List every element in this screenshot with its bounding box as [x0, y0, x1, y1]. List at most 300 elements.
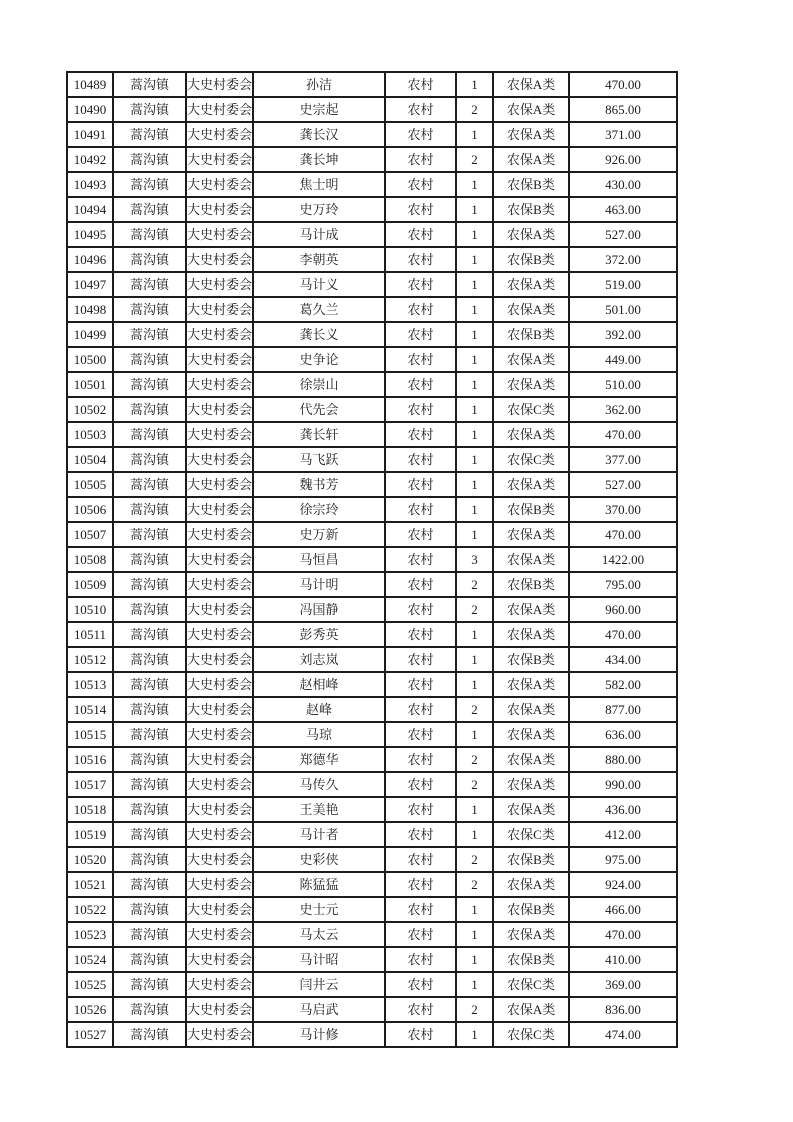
- cell-person-name: 史士元: [253, 897, 385, 922]
- cell-town: 蒿沟镇: [113, 347, 186, 372]
- cell-person-name: 马计者: [253, 822, 385, 847]
- cell-town: 蒿沟镇: [113, 747, 186, 772]
- cell-insurance-category: 农保A类: [493, 122, 569, 147]
- cell-record-id: 10509: [67, 572, 113, 597]
- table-row: [67, 572, 677, 597]
- cell-village-committee: 大史村委会: [186, 222, 253, 247]
- cell-record-id: 10515: [67, 722, 113, 747]
- cell-person-count: 1: [456, 272, 493, 297]
- cell-person-name: 史宗起: [253, 97, 385, 122]
- cell-person-count: 2: [456, 572, 493, 597]
- cell-residence-type: 农村: [385, 847, 456, 872]
- cell-person-name: 马传久: [253, 772, 385, 797]
- cell-insurance-category: 农保A类: [493, 147, 569, 172]
- cell-amount: 466.00: [569, 897, 677, 922]
- cell-insurance-category: 农保B类: [493, 572, 569, 597]
- cell-town: 蒿沟镇: [113, 547, 186, 572]
- cell-residence-type: 农村: [385, 797, 456, 822]
- cell-residence-type: 农村: [385, 822, 456, 847]
- cell-insurance-category: 农保C类: [493, 397, 569, 422]
- cell-record-id: 10490: [67, 97, 113, 122]
- table-row: [67, 372, 677, 397]
- cell-person-name: 马计明: [253, 572, 385, 597]
- cell-person-count: 3: [456, 547, 493, 572]
- cell-amount: 990.00: [569, 772, 677, 797]
- cell-residence-type: 农村: [385, 422, 456, 447]
- cell-amount: 795.00: [569, 572, 677, 597]
- cell-record-id: 10516: [67, 747, 113, 772]
- cell-village-committee: 大史村委会: [186, 922, 253, 947]
- cell-record-id: 10507: [67, 522, 113, 547]
- cell-person-name: 赵峰: [253, 697, 385, 722]
- cell-person-count: 1: [456, 522, 493, 547]
- cell-amount: 412.00: [569, 822, 677, 847]
- cell-village-committee: 大史村委会: [186, 897, 253, 922]
- cell-village-committee: 大史村委会: [186, 747, 253, 772]
- table-row: [67, 872, 677, 897]
- cell-town: 蒿沟镇: [113, 372, 186, 397]
- cell-residence-type: 农村: [385, 597, 456, 622]
- cell-amount: 372.00: [569, 247, 677, 272]
- cell-person-count: 1: [456, 922, 493, 947]
- cell-amount: 926.00: [569, 147, 677, 172]
- cell-person-count: 1: [456, 322, 493, 347]
- cell-town: 蒿沟镇: [113, 222, 186, 247]
- cell-person-count: 1: [456, 72, 493, 97]
- cell-residence-type: 农村: [385, 947, 456, 972]
- cell-town: 蒿沟镇: [113, 647, 186, 672]
- cell-person-name: 龚长汉: [253, 122, 385, 147]
- cell-residence-type: 农村: [385, 447, 456, 472]
- cell-town: 蒿沟镇: [113, 97, 186, 122]
- table-row: [67, 647, 677, 672]
- cell-amount: 470.00: [569, 72, 677, 97]
- cell-person-count: 1: [456, 622, 493, 647]
- cell-village-committee: 大史村委会: [186, 722, 253, 747]
- cell-village-committee: 大史村委会: [186, 197, 253, 222]
- cell-record-id: 10508: [67, 547, 113, 572]
- cell-person-count: 2: [456, 872, 493, 897]
- cell-amount: 527.00: [569, 472, 677, 497]
- cell-amount: 430.00: [569, 172, 677, 197]
- cell-record-id: 10518: [67, 797, 113, 822]
- cell-village-committee: 大史村委会: [186, 497, 253, 522]
- cell-amount: 510.00: [569, 372, 677, 397]
- table-row: [67, 497, 677, 522]
- cell-village-committee: 大史村委会: [186, 247, 253, 272]
- cell-village-committee: 大史村委会: [186, 322, 253, 347]
- cell-insurance-category: 农保A类: [493, 622, 569, 647]
- cell-village-committee: 大史村委会: [186, 372, 253, 397]
- cell-record-id: 10497: [67, 272, 113, 297]
- cell-person-name: 徐宗玲: [253, 497, 385, 522]
- cell-town: 蒿沟镇: [113, 622, 186, 647]
- cell-residence-type: 农村: [385, 547, 456, 572]
- cell-insurance-category: 农保A类: [493, 372, 569, 397]
- cell-residence-type: 农村: [385, 247, 456, 272]
- cell-record-id: 10526: [67, 997, 113, 1022]
- cell-insurance-category: 农保A类: [493, 72, 569, 97]
- cell-record-id: 10519: [67, 822, 113, 847]
- cell-town: 蒿沟镇: [113, 297, 186, 322]
- cell-town: 蒿沟镇: [113, 847, 186, 872]
- cell-amount: 519.00: [569, 272, 677, 297]
- table-row: [67, 1022, 677, 1047]
- cell-record-id: 10495: [67, 222, 113, 247]
- cell-person-name: 龚长轩: [253, 422, 385, 447]
- cell-town: 蒿沟镇: [113, 672, 186, 697]
- cell-record-id: 10502: [67, 397, 113, 422]
- cell-person-count: 2: [456, 597, 493, 622]
- cell-residence-type: 农村: [385, 222, 456, 247]
- table-row: [67, 722, 677, 747]
- cell-town: 蒿沟镇: [113, 797, 186, 822]
- cell-residence-type: 农村: [385, 72, 456, 97]
- cell-amount: 527.00: [569, 222, 677, 247]
- table-row: [67, 272, 677, 297]
- table-row: [67, 297, 677, 322]
- cell-village-committee: 大史村委会: [186, 872, 253, 897]
- cell-amount: 470.00: [569, 522, 677, 547]
- cell-town: 蒿沟镇: [113, 472, 186, 497]
- cell-town: 蒿沟镇: [113, 122, 186, 147]
- benefit-records-table: [66, 71, 678, 1048]
- cell-insurance-category: 农保B类: [493, 897, 569, 922]
- cell-amount: 582.00: [569, 672, 677, 697]
- cell-residence-type: 农村: [385, 522, 456, 547]
- cell-person-count: 1: [456, 197, 493, 222]
- cell-record-id: 10500: [67, 347, 113, 372]
- cell-village-committee: 大史村委会: [186, 822, 253, 847]
- cell-town: 蒿沟镇: [113, 522, 186, 547]
- cell-town: 蒿沟镇: [113, 947, 186, 972]
- cell-residence-type: 农村: [385, 972, 456, 997]
- cell-village-committee: 大史村委会: [186, 972, 253, 997]
- cell-person-name: 陈猛猛: [253, 872, 385, 897]
- cell-village-committee: 大史村委会: [186, 597, 253, 622]
- cell-person-count: 1: [456, 822, 493, 847]
- table-row: [67, 447, 677, 472]
- table-row: [67, 397, 677, 422]
- cell-person-count: 1: [456, 447, 493, 472]
- cell-insurance-category: 农保C类: [493, 447, 569, 472]
- cell-amount: 434.00: [569, 647, 677, 672]
- cell-person-count: 2: [456, 97, 493, 122]
- cell-town: 蒿沟镇: [113, 497, 186, 522]
- cell-town: 蒿沟镇: [113, 822, 186, 847]
- cell-insurance-category: 农保A类: [493, 297, 569, 322]
- cell-insurance-category: 农保B类: [493, 247, 569, 272]
- cell-person-count: 1: [456, 1022, 493, 1047]
- cell-residence-type: 农村: [385, 872, 456, 897]
- cell-person-count: 1: [456, 397, 493, 422]
- cell-record-id: 10498: [67, 297, 113, 322]
- cell-record-id: 10521: [67, 872, 113, 897]
- cell-person-count: 2: [456, 847, 493, 872]
- cell-town: 蒿沟镇: [113, 597, 186, 622]
- cell-amount: 449.00: [569, 347, 677, 372]
- cell-town: 蒿沟镇: [113, 447, 186, 472]
- cell-person-name: 史万新: [253, 522, 385, 547]
- cell-person-name: 马太云: [253, 922, 385, 947]
- cell-village-committee: 大史村委会: [186, 272, 253, 297]
- cell-person-name: 马计昭: [253, 947, 385, 972]
- cell-insurance-category: 农保A类: [493, 872, 569, 897]
- cell-record-id: 10512: [67, 647, 113, 672]
- cell-amount: 392.00: [569, 322, 677, 347]
- cell-person-count: 1: [456, 947, 493, 972]
- cell-town: 蒿沟镇: [113, 972, 186, 997]
- cell-residence-type: 农村: [385, 1022, 456, 1047]
- cell-town: 蒿沟镇: [113, 722, 186, 747]
- cell-person-name: 马计义: [253, 272, 385, 297]
- cell-record-id: 10492: [67, 147, 113, 172]
- cell-town: 蒿沟镇: [113, 272, 186, 297]
- cell-village-committee: 大史村委会: [186, 647, 253, 672]
- cell-person-count: 1: [456, 372, 493, 397]
- cell-person-name: 郑德华: [253, 747, 385, 772]
- cell-village-committee: 大史村委会: [186, 472, 253, 497]
- table-row: [67, 122, 677, 147]
- cell-village-committee: 大史村委会: [186, 347, 253, 372]
- cell-record-id: 10523: [67, 922, 113, 947]
- cell-person-name: 孙洁: [253, 72, 385, 97]
- table-row: [67, 522, 677, 547]
- cell-person-name: 徐崇山: [253, 372, 385, 397]
- cell-record-id: 10513: [67, 672, 113, 697]
- cell-person-name: 马琼: [253, 722, 385, 747]
- cell-town: 蒿沟镇: [113, 872, 186, 897]
- cell-person-name: 赵相峰: [253, 672, 385, 697]
- cell-town: 蒿沟镇: [113, 572, 186, 597]
- cell-person-name: 史争论: [253, 347, 385, 372]
- table-row: [67, 972, 677, 997]
- cell-person-name: 马恒昌: [253, 547, 385, 572]
- cell-record-id: 10522: [67, 897, 113, 922]
- cell-amount: 880.00: [569, 747, 677, 772]
- cell-village-committee: 大史村委会: [186, 622, 253, 647]
- cell-village-committee: 大史村委会: [186, 97, 253, 122]
- cell-amount: 975.00: [569, 847, 677, 872]
- cell-person-name: 龚长义: [253, 322, 385, 347]
- table-row: [67, 922, 677, 947]
- cell-person-name: 李朝英: [253, 247, 385, 272]
- cell-town: 蒿沟镇: [113, 397, 186, 422]
- cell-village-committee: 大史村委会: [186, 997, 253, 1022]
- cell-village-committee: 大史村委会: [186, 447, 253, 472]
- cell-record-id: 10527: [67, 1022, 113, 1047]
- cell-insurance-category: 农保A类: [493, 922, 569, 947]
- cell-village-committee: 大史村委会: [186, 672, 253, 697]
- cell-amount: 470.00: [569, 622, 677, 647]
- table-row: [67, 322, 677, 347]
- table-row: [67, 147, 677, 172]
- cell-insurance-category: 农保B类: [493, 497, 569, 522]
- table-row: [67, 422, 677, 447]
- cell-town: 蒿沟镇: [113, 147, 186, 172]
- cell-person-name: 焦士明: [253, 172, 385, 197]
- cell-amount: 865.00: [569, 97, 677, 122]
- cell-amount: 370.00: [569, 497, 677, 522]
- cell-person-name: 闫井云: [253, 972, 385, 997]
- table-row: [67, 72, 677, 97]
- cell-record-id: 10506: [67, 497, 113, 522]
- table-row: [67, 772, 677, 797]
- cell-amount: 877.00: [569, 697, 677, 722]
- cell-person-name: 彭秀英: [253, 622, 385, 647]
- cell-record-id: 10494: [67, 197, 113, 222]
- cell-record-id: 10496: [67, 247, 113, 272]
- cell-record-id: 10514: [67, 697, 113, 722]
- cell-residence-type: 农村: [385, 672, 456, 697]
- cell-person-count: 2: [456, 697, 493, 722]
- cell-residence-type: 农村: [385, 922, 456, 947]
- cell-record-id: 10501: [67, 372, 113, 397]
- cell-residence-type: 农村: [385, 572, 456, 597]
- table-row: [67, 222, 677, 247]
- cell-insurance-category: 农保A类: [493, 672, 569, 697]
- cell-town: 蒿沟镇: [113, 322, 186, 347]
- cell-insurance-category: 农保A类: [493, 522, 569, 547]
- cell-village-committee: 大史村委会: [186, 172, 253, 197]
- cell-town: 蒿沟镇: [113, 72, 186, 97]
- cell-residence-type: 农村: [385, 397, 456, 422]
- cell-person-name: 史万玲: [253, 197, 385, 222]
- cell-person-count: 1: [456, 247, 493, 272]
- cell-town: 蒿沟镇: [113, 172, 186, 197]
- cell-insurance-category: 农保C类: [493, 972, 569, 997]
- cell-record-id: 10517: [67, 772, 113, 797]
- cell-town: 蒿沟镇: [113, 697, 186, 722]
- table-row: [67, 822, 677, 847]
- cell-person-name: 冯国静: [253, 597, 385, 622]
- cell-record-id: 10511: [67, 622, 113, 647]
- cell-record-id: 10499: [67, 322, 113, 347]
- cell-insurance-category: 农保A类: [493, 772, 569, 797]
- cell-amount: 377.00: [569, 447, 677, 472]
- cell-insurance-category: 农保A类: [493, 697, 569, 722]
- cell-residence-type: 农村: [385, 147, 456, 172]
- table-row: [67, 547, 677, 572]
- table-row: [67, 622, 677, 647]
- table-row: [67, 597, 677, 622]
- cell-village-committee: 大史村委会: [186, 697, 253, 722]
- cell-residence-type: 农村: [385, 897, 456, 922]
- cell-amount: 924.00: [569, 872, 677, 897]
- cell-person-count: 1: [456, 297, 493, 322]
- cell-insurance-category: 农保B类: [493, 647, 569, 672]
- cell-village-committee: 大史村委会: [186, 572, 253, 597]
- cell-town: 蒿沟镇: [113, 197, 186, 222]
- cell-amount: 470.00: [569, 922, 677, 947]
- cell-residence-type: 农村: [385, 772, 456, 797]
- cell-village-committee: 大史村委会: [186, 522, 253, 547]
- cell-record-id: 10525: [67, 972, 113, 997]
- cell-record-id: 10524: [67, 947, 113, 972]
- cell-village-committee: 大史村委会: [186, 847, 253, 872]
- cell-amount: 371.00: [569, 122, 677, 147]
- cell-person-count: 1: [456, 347, 493, 372]
- cell-insurance-category: 农保B类: [493, 947, 569, 972]
- cell-village-committee: 大史村委会: [186, 772, 253, 797]
- cell-person-count: 1: [456, 672, 493, 697]
- cell-insurance-category: 农保A类: [493, 422, 569, 447]
- cell-person-name: 王美艳: [253, 797, 385, 822]
- cell-insurance-category: 农保A类: [493, 272, 569, 297]
- cell-residence-type: 农村: [385, 172, 456, 197]
- table-row: [67, 997, 677, 1022]
- cell-village-committee: 大史村委会: [186, 297, 253, 322]
- table-row: [67, 672, 677, 697]
- cell-amount: 436.00: [569, 797, 677, 822]
- cell-insurance-category: 农保A类: [493, 747, 569, 772]
- cell-village-committee: 大史村委会: [186, 72, 253, 97]
- cell-insurance-category: 农保A类: [493, 472, 569, 497]
- cell-person-count: 2: [456, 147, 493, 172]
- cell-insurance-category: 农保B类: [493, 197, 569, 222]
- cell-person-count: 1: [456, 422, 493, 447]
- table-row: [67, 347, 677, 372]
- table-row: [67, 172, 677, 197]
- cell-amount: 463.00: [569, 197, 677, 222]
- cell-residence-type: 农村: [385, 97, 456, 122]
- cell-insurance-category: 农保C类: [493, 1022, 569, 1047]
- cell-insurance-category: 农保B类: [493, 847, 569, 872]
- table-row: [67, 747, 677, 772]
- cell-village-committee: 大史村委会: [186, 547, 253, 572]
- cell-insurance-category: 农保A类: [493, 547, 569, 572]
- cell-person-count: 1: [456, 647, 493, 672]
- cell-amount: 362.00: [569, 397, 677, 422]
- cell-village-committee: 大史村委会: [186, 147, 253, 172]
- cell-insurance-category: 农保B类: [493, 322, 569, 347]
- cell-town: 蒿沟镇: [113, 772, 186, 797]
- cell-insurance-category: 农保A类: [493, 797, 569, 822]
- table-row: [67, 697, 677, 722]
- cell-record-id: 10493: [67, 172, 113, 197]
- cell-person-name: 葛久兰: [253, 297, 385, 322]
- cell-insurance-category: 农保A类: [493, 222, 569, 247]
- cell-person-count: 2: [456, 997, 493, 1022]
- cell-amount: 470.00: [569, 422, 677, 447]
- cell-insurance-category: 农保A类: [493, 997, 569, 1022]
- cell-person-count: 1: [456, 497, 493, 522]
- cell-person-count: 1: [456, 897, 493, 922]
- cell-person-count: 1: [456, 972, 493, 997]
- cell-insurance-category: 农保A类: [493, 722, 569, 747]
- cell-person-count: 1: [456, 797, 493, 822]
- cell-person-count: 2: [456, 747, 493, 772]
- cell-town: 蒿沟镇: [113, 422, 186, 447]
- cell-person-count: 1: [456, 222, 493, 247]
- table-row: [67, 947, 677, 972]
- cell-record-id: 10504: [67, 447, 113, 472]
- cell-insurance-category: 农保A类: [493, 97, 569, 122]
- cell-insurance-category: 农保A类: [493, 597, 569, 622]
- table-row: [67, 472, 677, 497]
- cell-residence-type: 农村: [385, 297, 456, 322]
- table-row: [67, 897, 677, 922]
- cell-village-committee: 大史村委会: [186, 947, 253, 972]
- cell-person-name: 史彩侠: [253, 847, 385, 872]
- cell-residence-type: 农村: [385, 747, 456, 772]
- cell-village-committee: 大史村委会: [186, 397, 253, 422]
- cell-person-name: 马启武: [253, 997, 385, 1022]
- cell-amount: 410.00: [569, 947, 677, 972]
- cell-town: 蒿沟镇: [113, 997, 186, 1022]
- cell-person-count: 1: [456, 122, 493, 147]
- cell-amount: 636.00: [569, 722, 677, 747]
